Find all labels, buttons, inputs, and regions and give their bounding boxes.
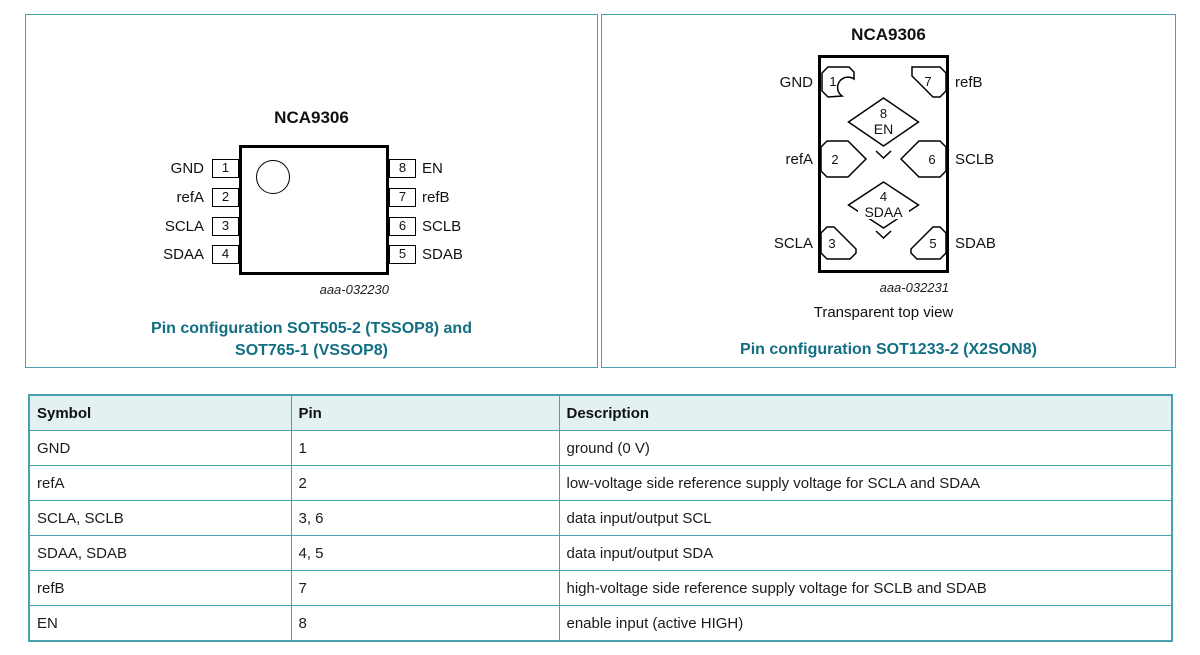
view-note: Transparent top view [813,304,954,321]
cell-symbol: GND [29,431,291,466]
pin-number-6: 6 [389,217,416,236]
pin-label-sclb: SCLB [955,151,995,168]
pin-number-7: 7 [389,188,416,207]
table-row [29,466,1172,501]
pin-label-sdaa: SDAA [163,246,204,263]
figure-caption: Pin configuration SOT1233-2 (X2SON8) [740,341,1037,358]
cell-description: high-voltage side reference supply voltage for SCLB and SDAB [559,571,1172,606]
pad-1-number: 1 [829,74,837,89]
pin-number-3: 3 [212,217,239,236]
pad-4-label: SDAA [864,204,903,220]
header-description: Description [559,395,1172,431]
cell-symbol: SCLA, SCLB [29,501,291,536]
cell-description: enable input (active HIGH) [559,606,1172,642]
pad-1-shape [822,67,854,97]
pad-3-number: 3 [828,236,836,251]
table-row [29,431,1172,466]
table-row [29,501,1172,536]
cell-symbol: EN [29,606,291,642]
pin-label-en: EN [422,160,443,177]
pad-4-number: 4 [879,189,888,204]
pad-2-shape [821,141,866,177]
chip-title: NCA9306 [851,25,926,44]
header-pin: Pin [291,395,559,431]
cell-pin: 4, 5 [291,536,559,571]
cell-pin: 1 [291,431,559,466]
table-row [29,571,1172,606]
x2son-figure-panel [601,14,1176,368]
cell-description: data input/output SCL [559,501,1172,536]
cell-pin: 2 [291,466,559,501]
pin-number-8: 8 [389,159,416,178]
pad-3-shape [821,227,856,259]
pin-label-refb: refB [422,189,450,206]
pad-2-number: 2 [831,152,839,167]
x2son-package-diagram [732,55,1052,273]
chip-title: NCA9306 [274,108,349,127]
pin-label-sdab: SDAB [955,235,996,252]
pad-8-chevron [876,151,891,158]
figure-id: aaa-032231 [879,280,949,295]
figure-caption [26,318,597,362]
caption-line-1: Pin configuration SOT505-2 (TSSOP8) and [151,320,472,337]
pin-number-2: 2 [212,188,239,207]
pin-label-gnd: GND [779,74,813,91]
pin-description-table [28,394,1173,642]
pad-8-number: 8 [879,106,888,121]
pin-label-refb: refB [955,74,983,91]
pad-8-label: EN [873,121,894,137]
tssop-figure-panel [25,14,598,368]
pad-7-number: 7 [924,74,932,89]
pin-number-4: 4 [212,245,239,264]
cell-pin: 3, 6 [291,501,559,536]
cell-pin: 8 [291,606,559,642]
pin-number-5: 5 [389,245,416,264]
pin-label-scla: SCLA [773,235,813,252]
pin-label-sclb: SCLB [422,218,462,235]
caption-line-2: SOT765-1 (VSSOP8) [235,342,388,359]
pin-label-gnd: GND [170,160,204,177]
pin-number-1: 1 [212,159,239,178]
cell-symbol: refB [29,571,291,606]
figure-id: aaa-032230 [319,282,389,297]
pad-5-number: 5 [929,236,937,251]
cell-description: low-voltage side reference supply voltage for SCLA and SDAA [559,466,1172,501]
pin1-indicator-circle [256,160,290,194]
pin-label-refa: refA [785,151,813,168]
pad-6-number: 6 [928,152,936,167]
cell-symbol: SDAA, SDAB [29,536,291,571]
pin-label-refa: refA [176,189,204,206]
pin-label-sdab: SDAB [422,246,463,263]
pin-label-scla: SCLA [164,218,204,235]
header-symbol: Symbol [29,395,291,431]
table-header-row [29,395,1172,431]
pad-4-chevron [876,231,891,238]
cell-description: data input/output SDA [559,536,1172,571]
pad-6-shape [901,141,946,177]
cell-description: ground (0 V) [559,431,1172,466]
cell-pin: 7 [291,571,559,606]
table-row [29,536,1172,571]
cell-symbol: refA [29,466,291,501]
table-row [29,606,1172,642]
